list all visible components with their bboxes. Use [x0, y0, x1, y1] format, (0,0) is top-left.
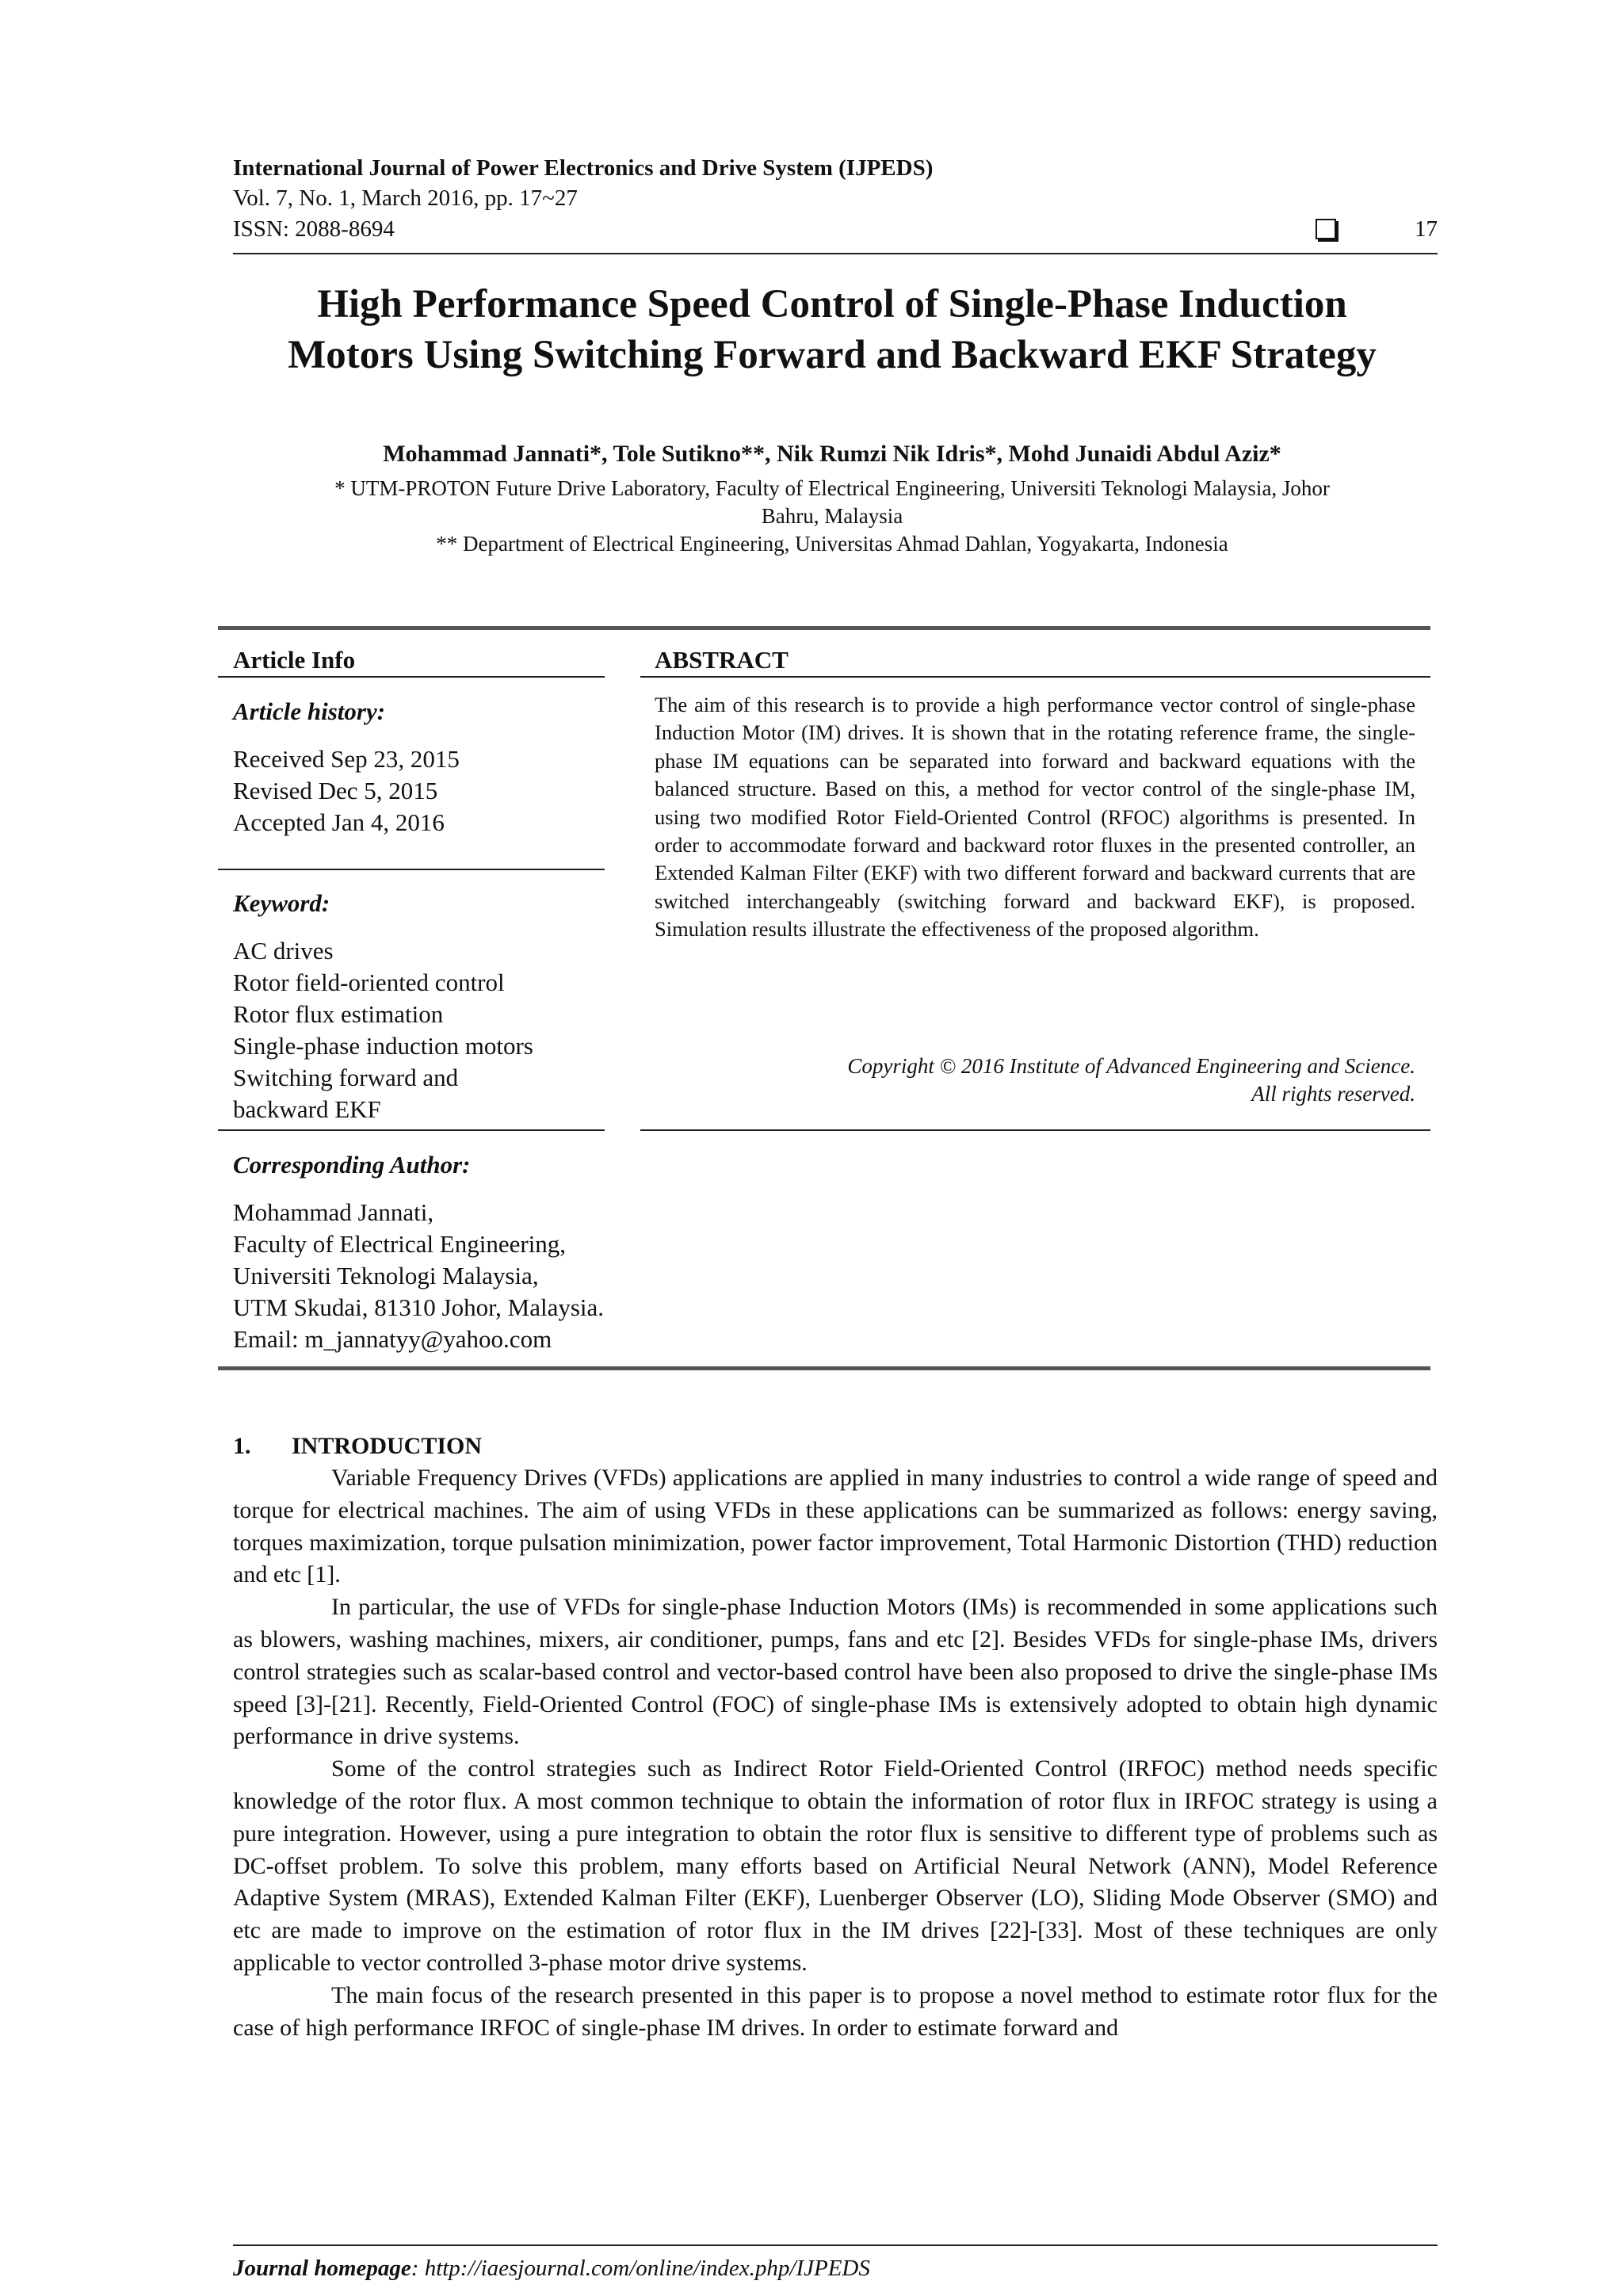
article-history-heading: Article history: [233, 697, 386, 725]
paragraph: In particular, the use of VFDs for single-phase Induction Motors (IMs) is recommended in some applications such as blowers, washing machines, mixers, air conditioner, pumps, fans and etc [2]. Besides VFDs for single-phase IMs, drivers control strategies such as scalar-based control and vector-based control have been also proposed to drive the single-phase IMs speed [3]-[21]. Recently, Field-Oriented Control (FOC) of single-phase IMs is extensively adopted to obtain high dynamic performance in drive systems. [233, 1594, 1438, 1750]
section-number: 1. [233, 1433, 251, 1459]
abstract-text: The aim of this research is to provide a high performance vector control of single-phase Induction Motor (IM) drives. It is shown that in the rotating reference frame, the single-phase IM equations can be separated into forward and backward equations with the balanced structure. Based on this, a method for vector control of the single-phase IM, using two modified Rotor Field-Oriented Control (RFOC) algorithms is presented. In order to accommodate forward and backward rotor fluxes in the presented controller, an Extended Kalman Filter (EKF) with two different forward and backward currents that are switched interchangeably (switching forward and backward EKF), is proposed. Simulation results illustrate the effectiveness of the proposed algorithm. [655, 693, 1415, 942]
corresponding-line: Universiti Teknologi Malaysia, [233, 1262, 539, 1289]
infobox-bottom-rule [218, 1366, 1430, 1370]
keyword-item: Rotor flux estimation [233, 1000, 444, 1028]
paragraph: Variable Frequency Drives (VFDs) applications are applied in many industries to control a wide range of speed and torque for electrical machines. The aim of using VFDs in these applications can be summarized as follows: energy saving, torques maximization, torque pulsation minimization, power factor improvement, Total Harmonic Distortion (THD) reduction and etc [1]. [233, 1465, 1438, 1588]
journal-homepage [233, 2256, 870, 2282]
copyright-line: Copyright © 2016 Institute of Advanced Engineering and Science. [847, 1054, 1415, 1078]
header-divider [233, 253, 1438, 254]
corresponding-author-heading: Corresponding Author: [233, 1151, 471, 1179]
corresponding-rule [218, 1129, 605, 1131]
copyright-notice [655, 1052, 1415, 1108]
copyright-line: All rights reserved. [1251, 1082, 1415, 1106]
keyword-item: Switching forward and [233, 1064, 459, 1091]
journal-issn: ISSN: 2088-8694 [233, 216, 395, 242]
corresponding-line: Mohammad Jannati, [233, 1198, 434, 1226]
paper-title-line: High Performance Speed Control of Single-Phase Induction [317, 282, 1347, 327]
journal-name: International Journal of Power Electronics and Drive System (IJPEDS) [233, 155, 934, 181]
keyword-item: backward EKF [233, 1095, 381, 1123]
abstract-bottom-rule [640, 1129, 1430, 1131]
article-info-heading: Article Info [233, 646, 356, 674]
affiliation-line: ** Department of Electrical Engineering, Universitas Ahmad Dahlan, Yogyakarta, Indonesia [436, 532, 1228, 556]
accepted-date: Accepted Jan 4, 2016 [233, 808, 445, 836]
paper-title [158, 279, 1506, 380]
paper-title-line: Motors Using Switching Forward and Backward EKF Strategy [288, 333, 1377, 377]
infobox-top-rule [218, 626, 1430, 630]
article-history [233, 743, 460, 839]
square-bullet-icon [1316, 219, 1336, 239]
affiliations [238, 475, 1426, 558]
keyword-rule [218, 869, 605, 870]
section-title: INTRODUCTION [292, 1433, 483, 1459]
page-number: 17 [1415, 216, 1438, 242]
revised-date: Revised Dec 5, 2015 [233, 777, 438, 804]
corresponding-line: UTM Skudai, 81310 Johor, Malaysia. [233, 1293, 605, 1321]
corresponding-line: Faculty of Electrical Engineering, [233, 1230, 567, 1258]
keyword-heading: Keyword: [233, 889, 330, 917]
received-date: Received Sep 23, 2015 [233, 745, 460, 773]
homepage-url[interactable]: : http://iaesjournal.com/online/index.php/IJPEDS [411, 2256, 870, 2281]
affiliation-line: * UTM-PROTON Future Drive Laboratory, Faculty of Electrical Engineering, Universiti Teknologi Malaysia, Johor [334, 476, 1330, 500]
abstract-heading: ABSTRACT [655, 646, 789, 674]
journal-volume: Vol. 7, No. 1, March 2016, pp. 17~27 [233, 185, 578, 211]
paragraph: Some of the control strategies such as Indirect Rotor Field-Oriented Control (IRFOC) method needs specific knowledge of the rotor flux. A most common technique to obtain the information of rotor flux in IRFOC strategy is using a pure integration. However, using a pure integration to obtain the rotor flux is sensitive to different type of problems such as DC-offset problem. To solve this problem, many efforts based on Artificial Neural Network (ANN), Model Reference Adaptive System (MRAS), Extended Kalman Filter (EKF), Luenberger Observer (LO), Sliding Mode Observer (SMO) and etc are made to improve on the estimation of rotor flux in the IM drives [22]-[33]. Most of these techniques are only applicable to vector controlled 3-phase motor drive systems. [233, 1755, 1438, 1976]
article-info-rule [218, 676, 605, 678]
affiliation-line: Bahru, Malaysia [761, 504, 903, 528]
paragraph: The main focus of the research presented in this paper is to propose a novel method to estimate rotor flux for the case of high performance IRFOC of single-phase IM drives. In order to estimate forward and [233, 1981, 1438, 2041]
keyword-item: Rotor field-oriented control [233, 968, 505, 996]
keyword-item: AC drives [233, 937, 334, 965]
footer-divider [233, 2244, 1438, 2246]
keyword-list [233, 935, 533, 1125]
corresponding-email: Email: m_jannatyy@yahoo.com [233, 1325, 552, 1353]
introduction-heading [233, 1433, 482, 1460]
author-list: Mohammad Jannati*, Tole Sutikno**, Nik Rumzi Nik Idris*, Mohd Junaidi Abdul Aziz* [383, 441, 1281, 467]
introduction-body [233, 1462, 1438, 2044]
homepage-label: Journal homepage [233, 2256, 411, 2281]
corresponding-author [233, 1197, 604, 1355]
abstract-rule [640, 676, 1430, 678]
keyword-item: Single-phase induction motors [233, 1032, 533, 1060]
